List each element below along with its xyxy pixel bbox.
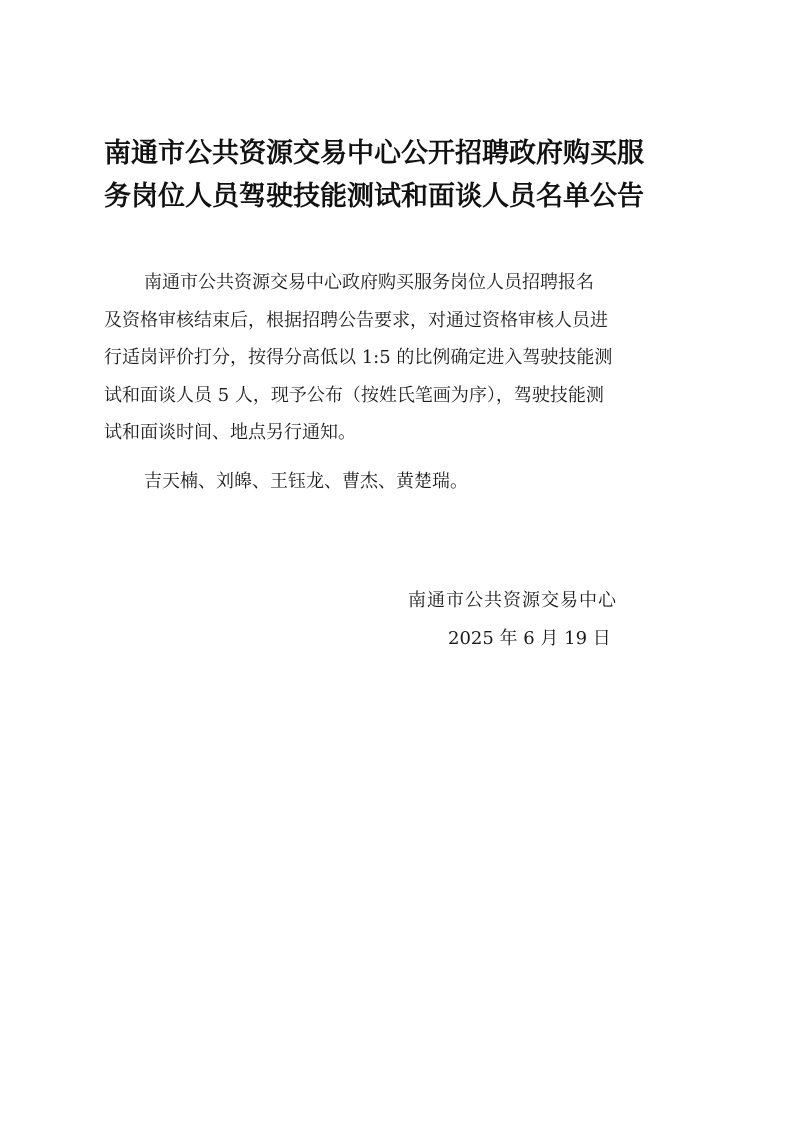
paragraph-line-2: 及资格审核结束后，根据招聘公告要求，对通过资格审核人员进 — [104, 309, 608, 331]
paragraph-line-4: 试和面谈人员 5 人，现予公布（按姓氏笔画为序），驾驶技能测 — [104, 384, 604, 406]
candidate-names: 吉天楠、刘皞、王钰龙、曹杰、黄楚瑞。 — [144, 471, 468, 492]
paragraph-line-3: 行适岗评价打分，按得分高低以 1:5 的比例确定进入驾驶技能测 — [104, 347, 613, 368]
announcement-paragraph — [104, 264, 700, 452]
paragraph-line-5: 试和面谈时间、地点另行通知。 — [104, 422, 356, 443]
document-title — [104, 132, 704, 218]
paragraph-line-1: 南通市公共资源交易中心政府购买服务岗位人员招聘报名 — [144, 272, 594, 293]
title-line-2: 务岗位人员驾驶技能测试和面谈人员名单公告 — [104, 181, 644, 212]
signature-date: 2025 年 6 月 19 日 — [448, 628, 611, 649]
title-line-1: 南通市公共资源交易中心公开招聘政府购买服 — [104, 138, 644, 169]
signature-block — [408, 582, 617, 658]
signature-organization: 南通市公共资源交易中心 — [408, 590, 617, 611]
